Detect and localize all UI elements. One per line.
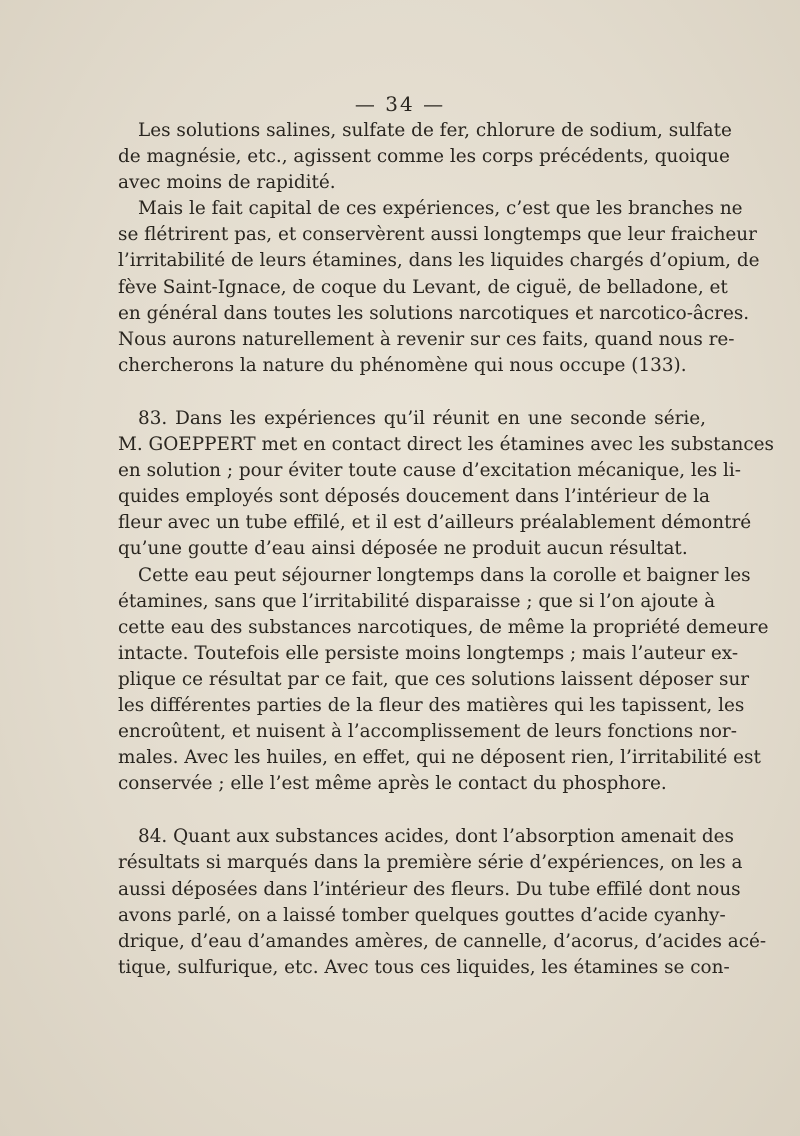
text-line: conservée ; elle l’est même après le contact du phosphore. xyxy=(118,773,667,795)
text-line: M. GOEPPERT met en contact direct les étamines avec les substances xyxy=(118,434,774,456)
body-text xyxy=(118,118,774,981)
text-line: avec moins de rapidité. xyxy=(118,172,336,194)
page-number: — 34 — xyxy=(354,92,446,116)
text-line: qu’une goutte d’eau ainsi déposée ne produit aucun résultat. xyxy=(118,538,688,560)
text-line: Les solutions salines, sulfate de fer, chlorure de sodium, sulfate xyxy=(138,120,732,141)
text-line: en solution ; pour éviter toute cause d’excitation mécanique, les li- xyxy=(118,460,741,482)
text-line: plique ce résultat par ce fait, que ces solutions laissent déposer sur xyxy=(118,668,750,690)
text-line: fève Saint-Ignace, de coque du Levant, de ciguë, de belladone, et xyxy=(118,276,728,298)
paragraph-2 xyxy=(118,196,760,379)
paragraph-gap xyxy=(118,797,706,824)
text-line: étamines, sans que l’irritabilité disparaisse ; que si l’on ajoute à xyxy=(118,590,716,612)
text-line: l’irritabilité de leurs étamines, dans les liquides chargés d’opium, de xyxy=(118,250,760,272)
text-line: cette eau des substances narcotiques, de même la propriété demeure xyxy=(118,616,769,638)
paragraph-3 xyxy=(118,406,774,563)
text-line: résultats si marqués dans la première série d’expériences, on les a xyxy=(118,852,743,874)
text-line: avons parlé, on a laissé tomber quelques gouttes d’acide cyanhy- xyxy=(118,904,726,926)
text-line: de magnésie, etc., agissent comme les corps précédents, quoique xyxy=(118,146,730,168)
paragraph-gap xyxy=(118,379,706,406)
paragraph-4 xyxy=(118,563,769,798)
paragraph-1 xyxy=(118,118,732,196)
text-line: fleur avec un tube effilé, et il est d’ailleurs préalablement démontré xyxy=(118,512,752,534)
text-line: males. Avec les huiles, en effet, qui ne déposent rien, l’irritabilité est xyxy=(118,747,761,769)
text-line: Mais le fait capital de ces expériences, c’est que les branches ne xyxy=(138,198,743,220)
text-line: Nous aurons naturellement à revenir sur ces faits, quand nous re- xyxy=(118,328,735,350)
text-line: quides employés sont déposés doucement dans l’intérieur de la xyxy=(118,486,710,508)
text-line: chercherons la nature du phénomène qui nous occupe (133). xyxy=(118,354,687,376)
text-line: 83. Dans les expériences qu’il réunit en une seconde série, xyxy=(138,407,706,429)
text-line: tique, sulfurique, etc. Avec tous ces liquides, les étamines se con- xyxy=(118,956,730,978)
text-line: encroûtent, et nuisent à l’accomplissement de leurs fonctions nor- xyxy=(118,721,737,743)
text-line: se flétrirent pas, et conservèrent aussi longtemps que leur fraicheur xyxy=(118,224,757,246)
paragraph-5 xyxy=(118,824,767,981)
text-line: Cette eau peut séjourner longtemps dans la corolle et baigner les xyxy=(138,564,751,586)
text-line: 84. Quant aux substances acides, dont l’absorption amenait des xyxy=(138,826,734,848)
text-line: en général dans toutes les solutions narcotiques et narcotico-âcres. xyxy=(118,302,750,324)
text-line: drique, d’eau d’amandes amères, de cannelle, d’acorus, d’acides acé- xyxy=(118,930,767,952)
text-line: les différentes parties de la fleur des matières qui les tapissent, les xyxy=(118,694,745,716)
text-line: aussi déposées dans l’intérieur des fleurs. Du tube effilé dont nous xyxy=(118,878,741,900)
text-line: intacte. Toutefois elle persiste moins longtemps ; mais l’auteur ex- xyxy=(118,642,739,664)
